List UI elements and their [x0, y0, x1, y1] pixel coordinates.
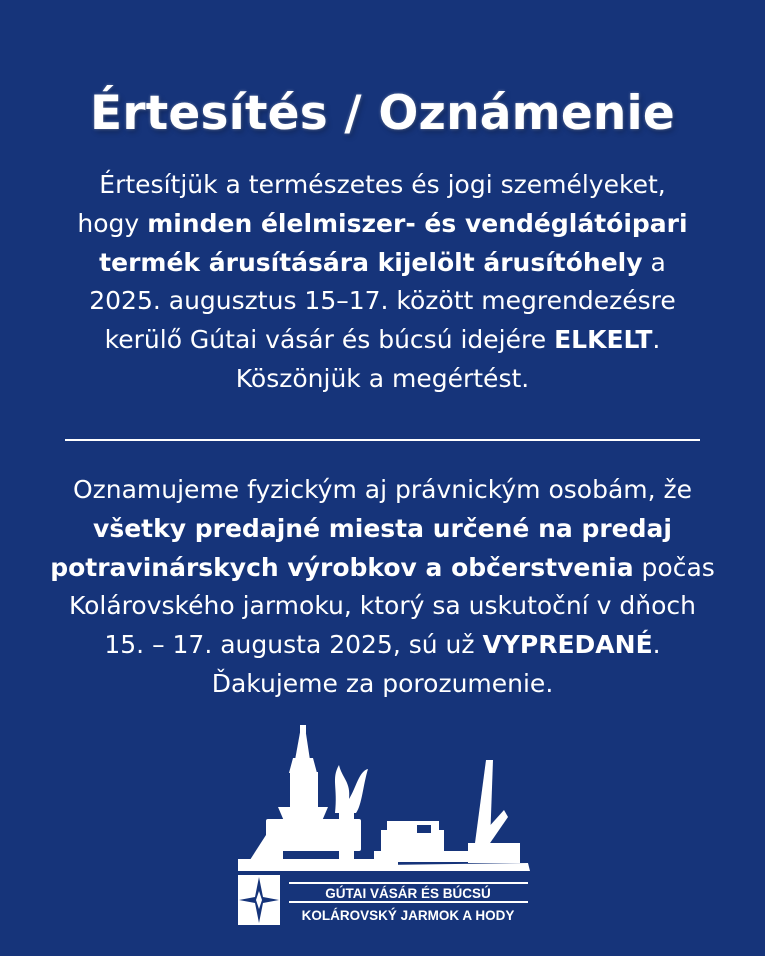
- logo-line-2: KOLÁROVSKÝ JARMOK A HODY: [301, 908, 515, 923]
- slovak-text: .: [652, 630, 661, 659]
- slovak-line-5: [20, 626, 745, 665]
- section-divider: [65, 439, 700, 441]
- slovak-line-4: [20, 587, 745, 626]
- slovak-line-3: [20, 549, 745, 588]
- hungarian-line-1: [20, 166, 745, 205]
- hungarian-bold-text: termék árusítására kijelölt árusítóhely: [99, 247, 643, 277]
- hungarian-text: Köszönjük a megértést.: [235, 363, 530, 393]
- logo-badge: [238, 873, 530, 930]
- hungarian-text: kerülő Gútai vásár és búcsú idejére: [104, 325, 555, 354]
- hungarian-line-5: [20, 321, 745, 360]
- slovak-text: počas: [633, 552, 715, 582]
- slovak-line-6: [20, 665, 745, 704]
- hungarian-notice: [20, 166, 745, 399]
- hungarian-sold-out: ELKELT: [554, 325, 653, 354]
- slovak-bold-text: potravinárskych výrobkov a občerstvenia: [50, 552, 634, 582]
- slovak-text: Ďakujeme za porozumenie.: [211, 668, 554, 698]
- hungarian-line-6: [20, 360, 745, 399]
- town-silhouette-icon: [238, 725, 530, 871]
- logo-line-1: GÚTAI VÁSÁR ÉS BÚCSÚ: [325, 886, 491, 901]
- hungarian-text: hogy: [77, 208, 148, 238]
- slovak-notice: [20, 471, 745, 704]
- slovak-line-1: [20, 471, 745, 510]
- fair-logo: [238, 725, 530, 930]
- slovak-text: Oznamujeme fyzickým aj právnickým osobám, že: [72, 475, 693, 504]
- hungarian-line-2: [20, 205, 745, 244]
- hungarian-text: 2025. augusztus 15–17. között megrendezésre: [89, 286, 676, 316]
- slovak-text: Kolárovského jarmoku, ktorý sa uskutoční v dňoch: [68, 591, 697, 621]
- hungarian-text: Értesítjük a természetes és jogi személyeket,: [99, 170, 666, 199]
- slovak-sold-out: VYPREDANÉ: [482, 630, 653, 659]
- hungarian-text: .: [652, 325, 661, 354]
- slovak-text: 15. – 17. augusta 2025, sú už: [104, 630, 483, 659]
- slovak-line-2: [20, 510, 745, 549]
- hungarian-bold-text: minden élelmiszer- és vendéglátóipari: [147, 208, 688, 238]
- hungarian-line-3: [20, 244, 745, 283]
- slovak-bold-text: všetky predajné miesta určené na predaj: [93, 513, 672, 543]
- hungarian-line-4: [20, 282, 745, 321]
- hungarian-text: a: [642, 247, 666, 277]
- page-title: Értesítés / Oznámenie: [90, 86, 675, 141]
